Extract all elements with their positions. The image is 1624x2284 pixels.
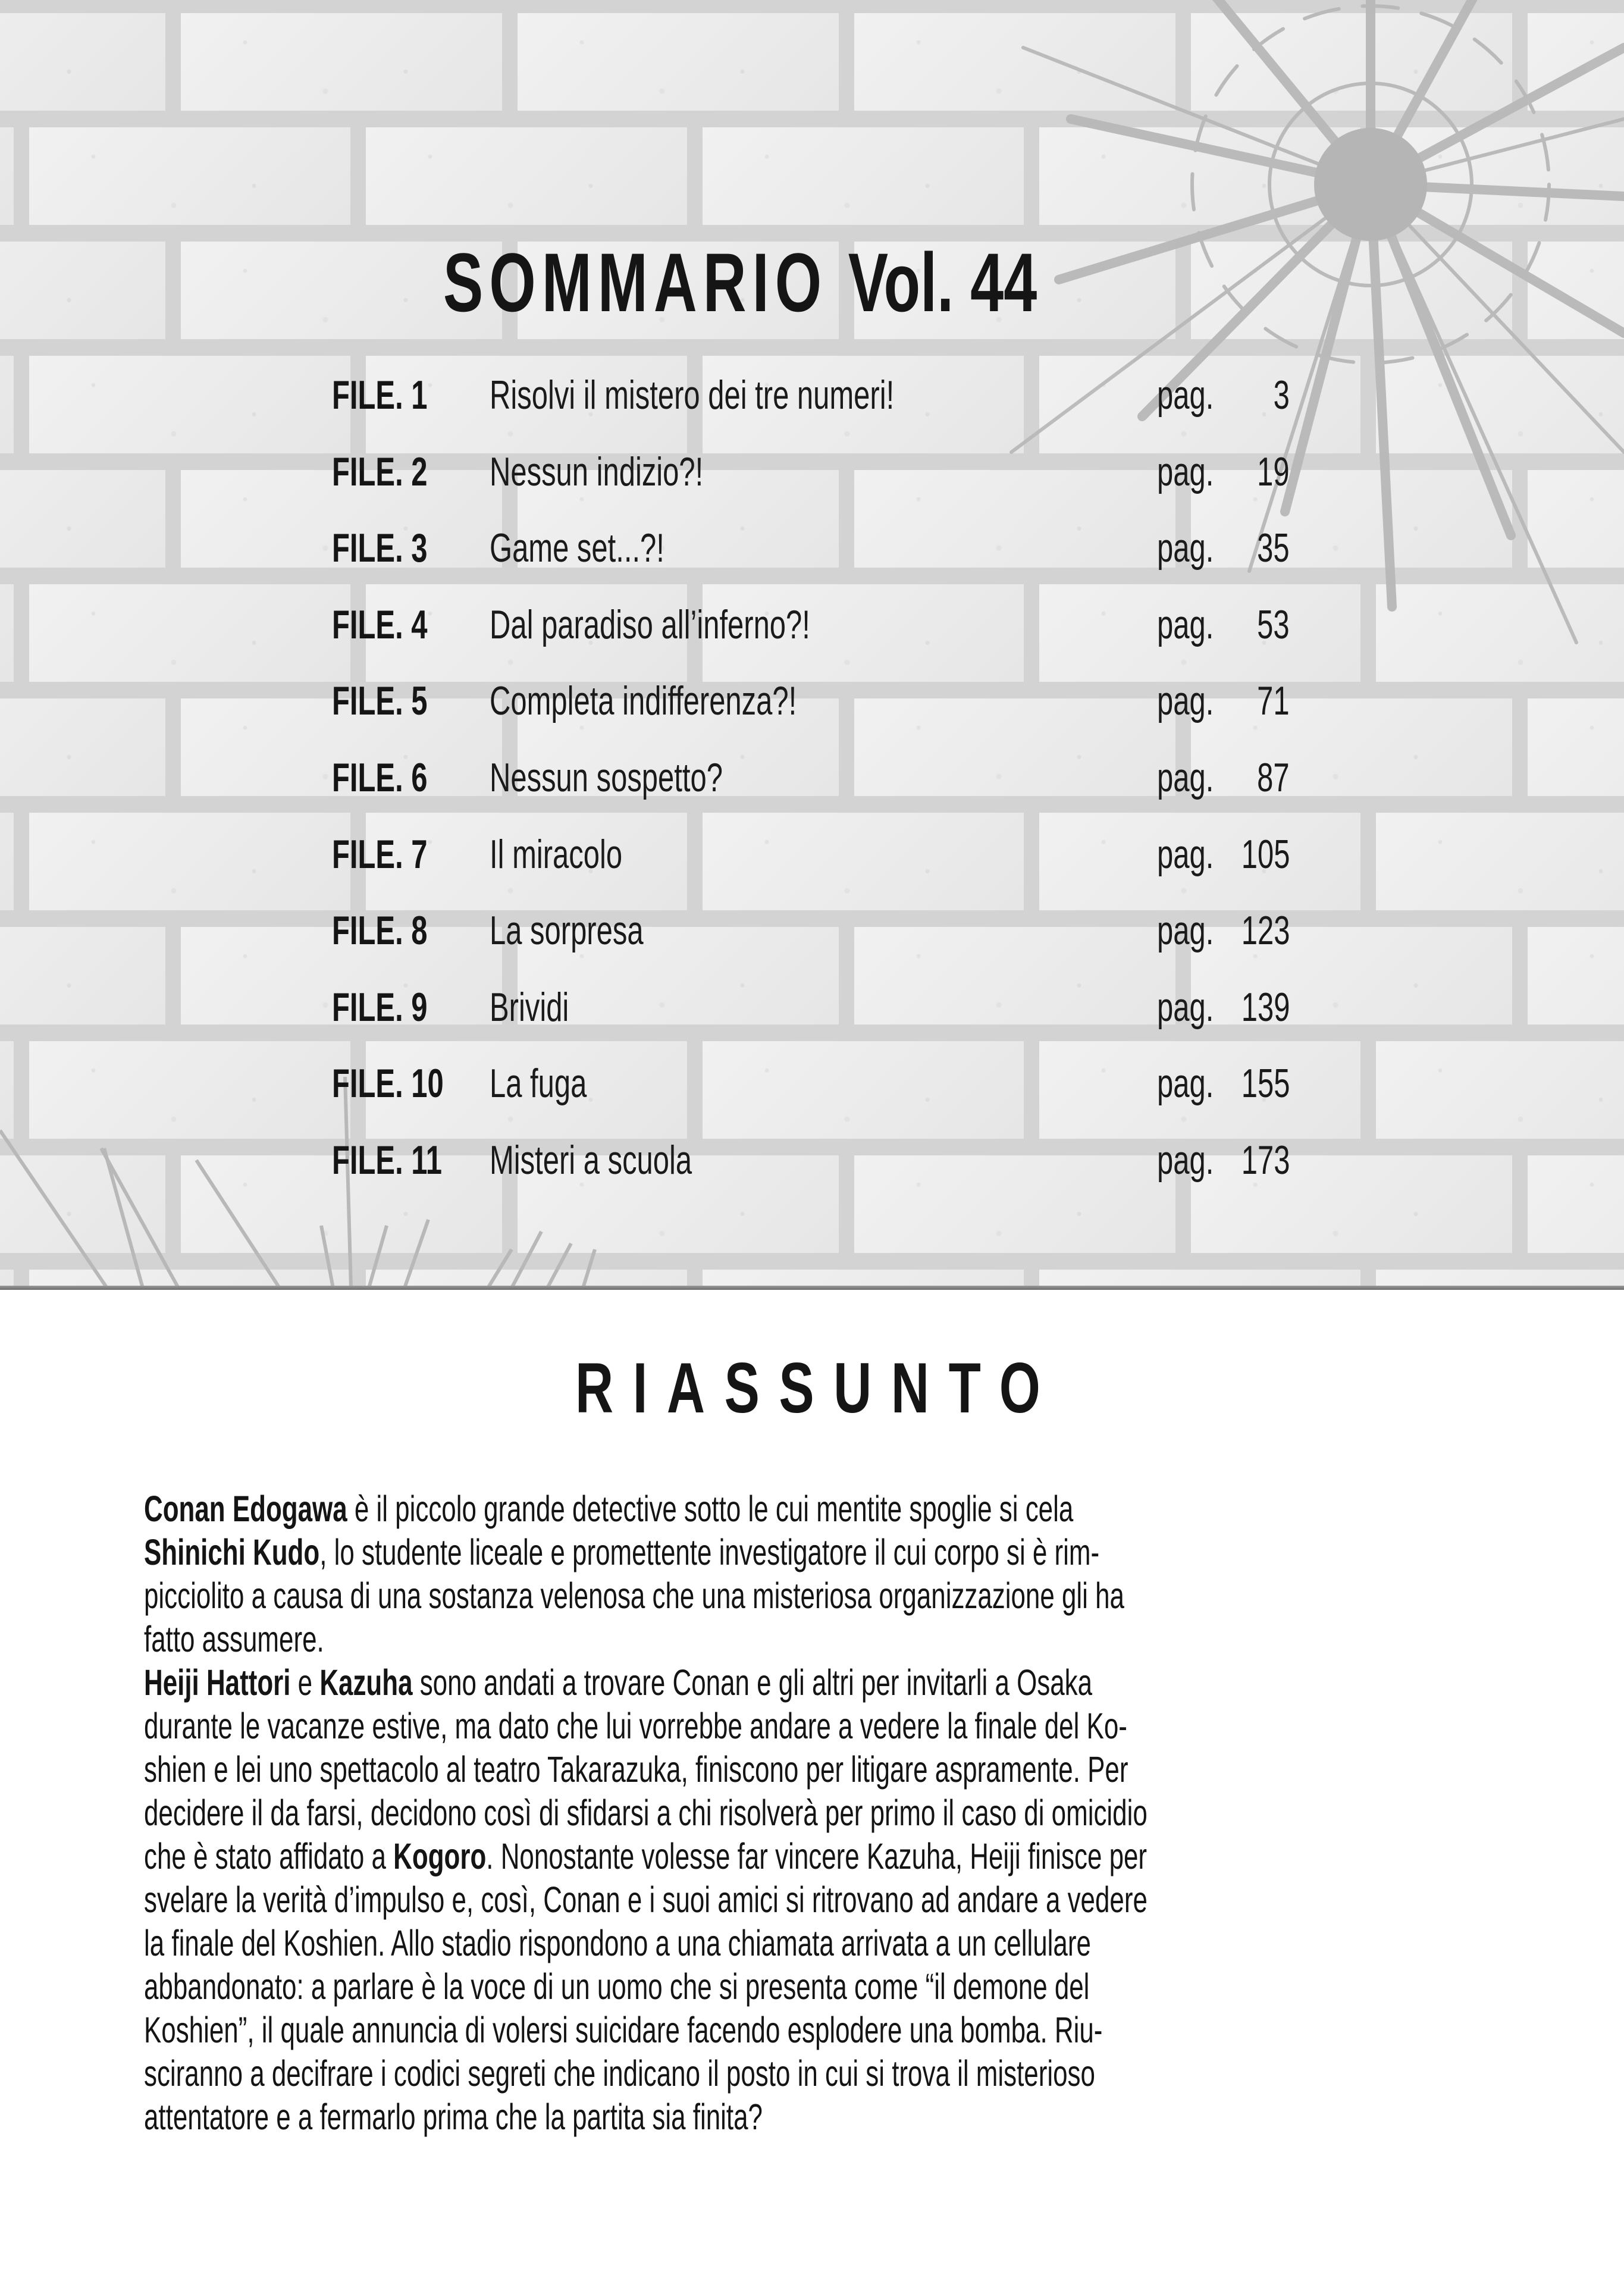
toc-row [0,371,1624,419]
toc-row [0,1136,1624,1184]
brick-row [0,1270,1624,1290]
brick [0,13,165,111]
summary-text: , lo studente liceale e promettente investigatore il cui corpo si è rim- [319,1532,1100,1572]
chapter-title: Il miracolo [490,831,623,877]
chapter-title: Brividi [490,984,569,1030]
summary-line [144,1791,1148,1835]
summary-line [144,1531,1105,1574]
brick [181,13,502,111]
summary-text: fatto assumere. [144,1619,324,1659]
toc-row [0,831,1624,878]
summary-text: e [290,1662,320,1703]
page-label: pag. [1157,678,1214,724]
brick [0,242,165,339]
summary-line [144,1878,1148,1922]
toc-row [0,448,1624,496]
file-number: FILE. 10 [332,1061,444,1107]
summary-text: sciranno a decifrare i codici segreti che indicano il posto in cui si trova il misterioso [144,2053,1095,2094]
summary-line [144,1748,1128,1791]
brick [1528,242,1624,339]
page-label: pag. [1157,908,1214,954]
toc-row [0,1060,1624,1107]
brick [703,1270,1024,1290]
page-label: pag. [1157,984,1214,1030]
chapter-title: Game set...?! [490,525,664,571]
page-label: pag. [1157,1138,1214,1183]
brick [703,127,1024,225]
page-label: pag. [1157,1061,1214,1107]
toc-heading [443,236,1181,329]
summary-line [144,1705,1127,1748]
page-number: 123 [1241,908,1290,954]
page-label: pag. [1157,831,1214,877]
file-number: FILE. 6 [332,755,428,800]
summary-line [144,1835,1148,1878]
toc-row [0,524,1624,572]
brick [1039,1270,1360,1290]
summary-text: attentatore e a fermarlo prima che la partita sia finita? [144,2097,763,2137]
brick [0,1270,14,1290]
brick [366,127,687,225]
summary-line [144,1574,1124,1618]
summary-line [144,2009,1105,2052]
summary-text: Koshien”, il quale annuncia di volersi suicidare facendo esplodere una bomba. Riu- [144,2010,1103,2050]
chapter-title: Dal paradiso all’inferno?! [490,601,810,647]
brick [854,13,1175,111]
toc-row [0,754,1624,801]
file-number: FILE. 5 [332,678,428,724]
brick [366,1270,687,1290]
page-label: pag. [1157,755,1214,800]
page-number: 105 [1241,831,1290,877]
brick [1528,13,1624,111]
volume-number: Vol. 44 [848,236,1037,329]
character-name: Kazuha [319,1662,413,1703]
summary-line [144,2095,1105,2139]
summary-line [144,1618,1105,1661]
brick [29,1270,350,1290]
toc-row [0,677,1624,725]
page-number: 19 [1257,449,1290,494]
character-name: Heiji Hattori [144,1662,291,1703]
summary-line [144,1487,1105,1531]
chapter-title: Misteri a scuola [490,1138,692,1183]
page-label: pag. [1157,601,1214,647]
page-label: pag. [1157,525,1214,571]
toc-row [0,983,1624,1031]
brick [29,127,350,225]
file-number: FILE. 2 [332,449,428,494]
chapter-title: Completa indifferenza?! [490,678,797,724]
brick-row [0,127,1624,225]
summary-text: shien e lei uno spettacolo al teatro Takarazuka, finiscono per litigare aspramente. Per [144,1749,1128,1790]
brick [1376,1270,1624,1290]
summary-text: che è stato affidato a [144,1836,394,1876]
page-number: 35 [1257,525,1290,571]
summary-line [144,1661,1105,1705]
character-name: Kogoro [393,1836,487,1876]
summary-paragraph [144,1487,1479,2139]
brick [1376,127,1624,225]
toc-row [0,601,1624,648]
page-number: 3 [1273,372,1290,418]
page-number: 139 [1241,984,1290,1030]
file-number: FILE. 3 [332,525,428,571]
chapter-title: Nessun indizio?! [490,449,704,494]
file-number: FILE. 1 [332,372,428,418]
summary-line [144,2052,1105,2095]
summary-text: sono andati a trovare Conan e gli altri per invitarli a Osaka [412,1662,1093,1703]
file-number: FILE. 9 [332,984,428,1030]
summary-line [144,1965,1105,2009]
character-name: Conan Edogawa [144,1489,347,1529]
chapter-title: La sorpresa [490,908,644,954]
brick [1191,242,1512,339]
summary-text: svelare la verità d’impulso e, così, Conan e i suoi amici si ritrovano ad andare a vedere [144,1879,1148,1920]
page-label: pag. [1157,372,1214,418]
file-number: FILE. 7 [332,831,428,877]
chapter-title: La fuga [490,1061,587,1107]
summary-text: è il piccolo grande detective sotto le cui mentite spoglie si cela [347,1489,1074,1529]
brick [1191,13,1512,111]
toc-heading-text: SOMMARIO [443,236,828,329]
brick [518,13,839,111]
chapter-title: Risolvi il mistero dei tre numeri! [490,372,895,418]
summary-text: durante le vacanze estive, ma dato che lui vorrebbe andare a vedere la finale del Ko- [144,1706,1127,1746]
chapter-title: Nessun sospetto? [490,755,723,800]
toc-row [0,907,1624,954]
file-number: FILE. 4 [332,601,428,647]
summary-text: picciolito a causa di una sostanza velenosa che una misteriosa organizzazione gli ha [144,1575,1124,1616]
summary-text: la finale del Koshien. Allo stadio rispondono a una chiamata arrivata a un cellulare [144,1923,1091,1963]
summary-line [144,1922,1105,1965]
page-number: 87 [1257,755,1290,800]
file-number: FILE. 11 [332,1138,443,1183]
summary-heading-text: RIASSUNTO [575,1348,1060,1428]
page-number: 71 [1257,678,1290,724]
brick [1039,127,1360,225]
summary-text: abbandonato: a parlare è la voce di un uomo che si presenta come “il demone del [144,1966,1090,2007]
character-name: Shinichi Kudo [144,1532,320,1572]
page-number: 53 [1257,601,1290,647]
summary-text: decidere il da farsi, decidono così di sfidarsi a chi risolverà per primo il caso di omicidio [144,1793,1148,1833]
brick-row [0,13,1624,111]
summary-heading [575,1348,1060,1428]
page-number: 155 [1241,1061,1290,1107]
file-number: FILE. 8 [332,908,428,954]
summary-text: . Nonostante volesse far vincere Kazuha, Heiji finisce per [486,1836,1148,1876]
page-number: 173 [1241,1138,1290,1183]
brick [0,127,14,225]
page-label: pag. [1157,449,1214,494]
